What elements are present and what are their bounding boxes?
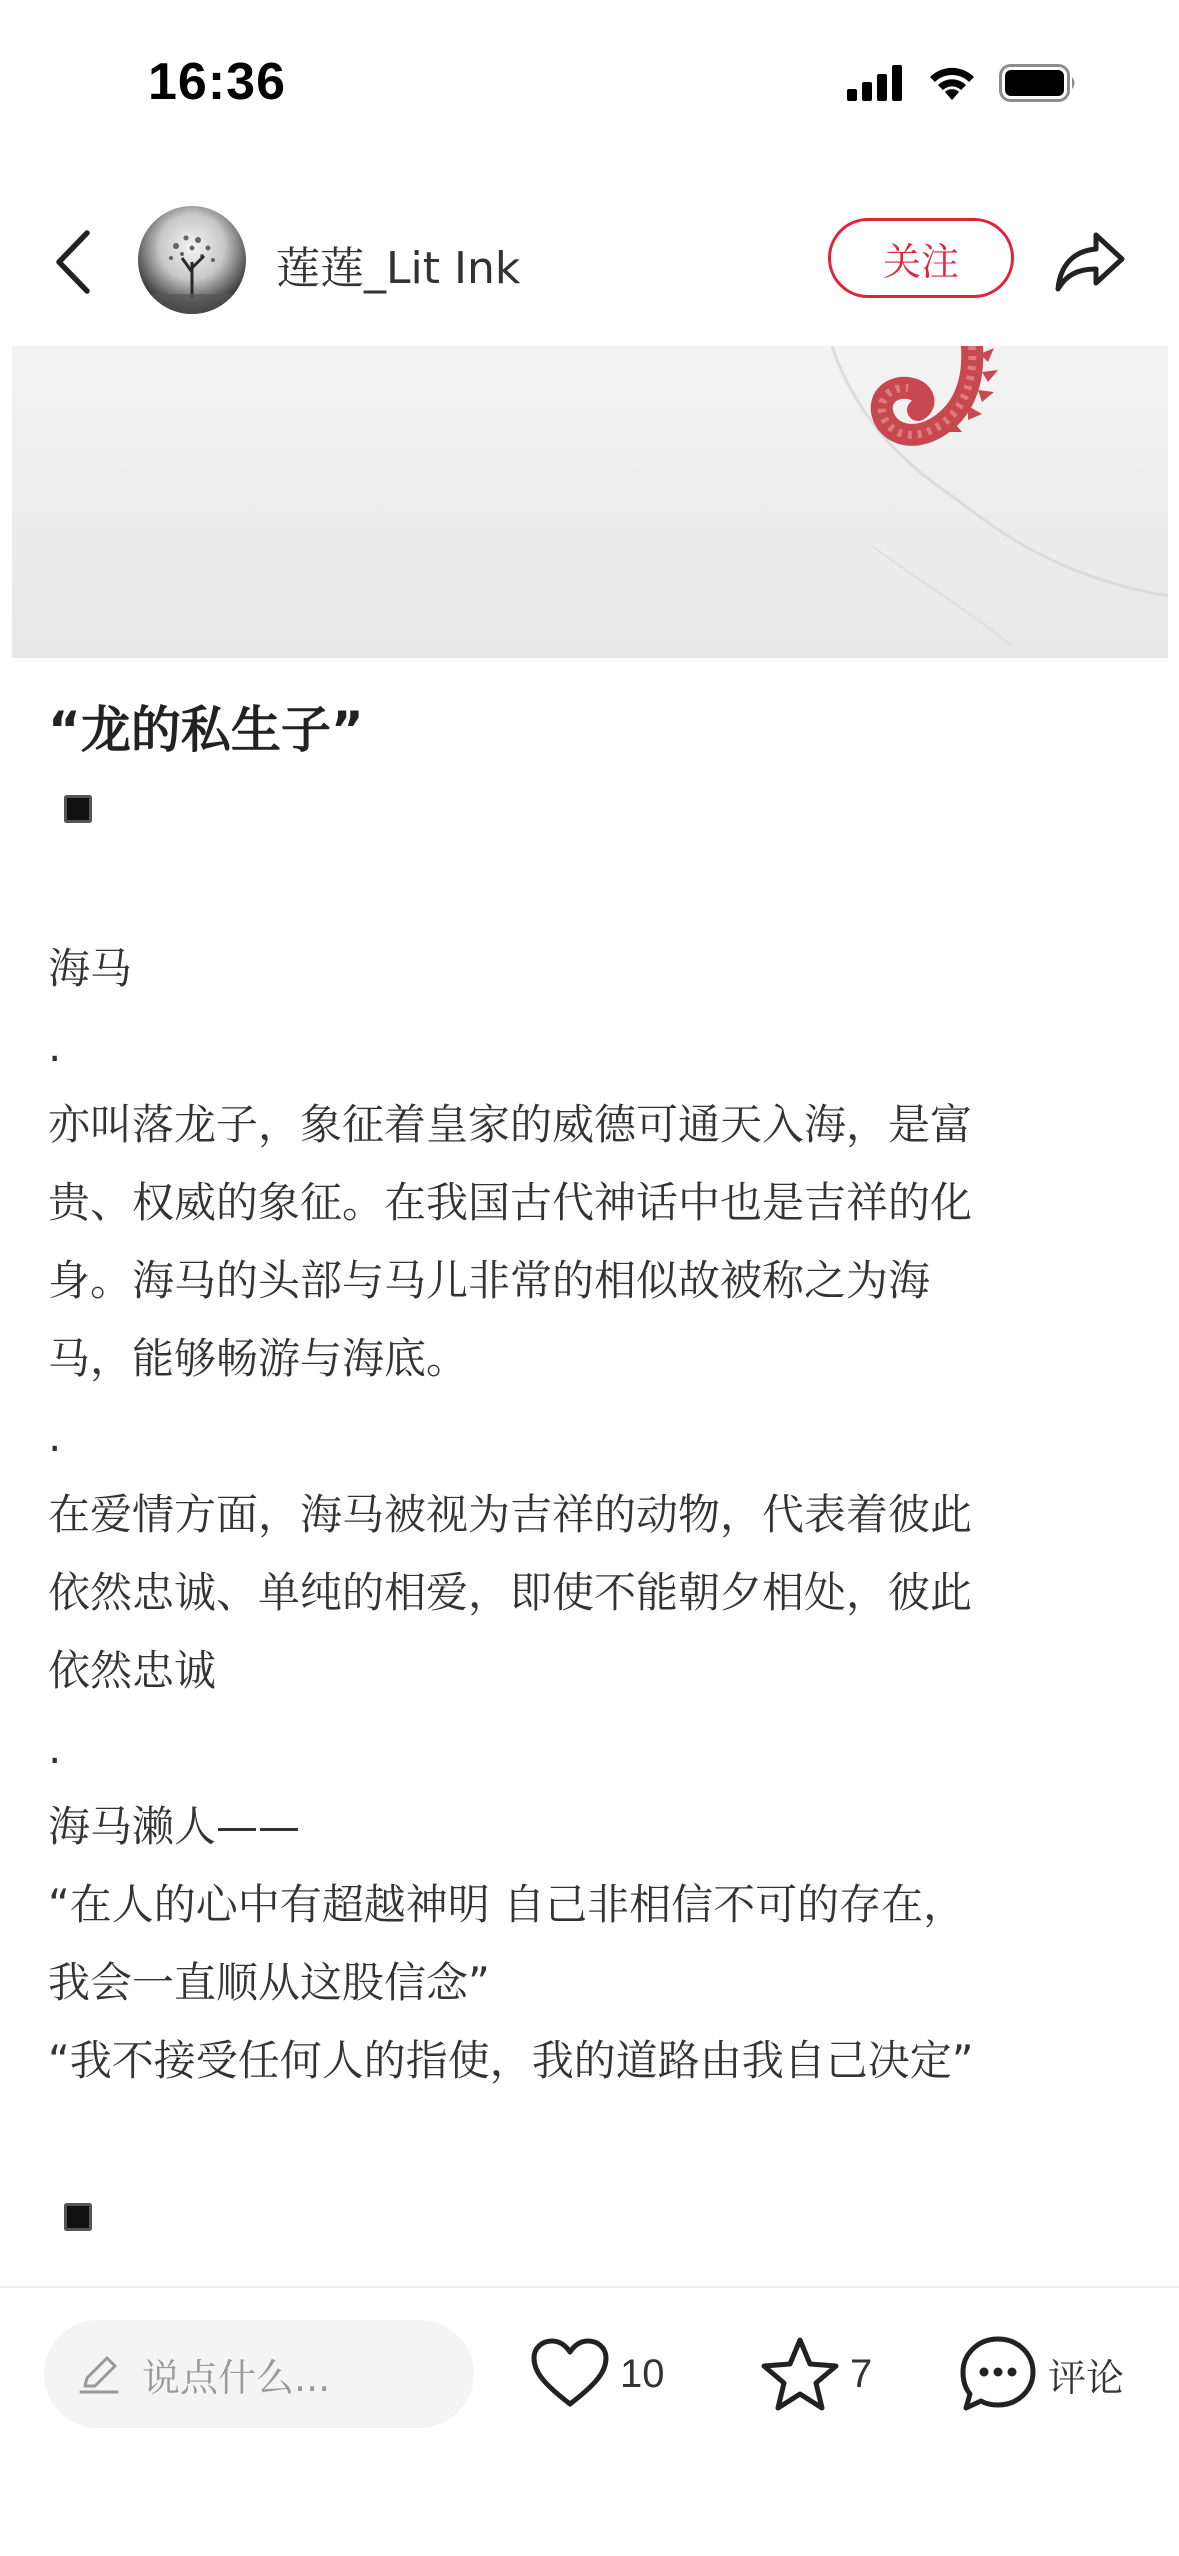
bottom-action-bar xyxy=(0,2288,1179,2458)
post-text-line: 海马 xyxy=(48,944,133,993)
post-text-line: 我会一直顺从这股信念” xyxy=(48,1958,490,2007)
back-button[interactable] xyxy=(48,224,98,300)
share-arrow-icon xyxy=(1054,229,1126,293)
like-button[interactable] xyxy=(530,2326,665,2422)
comment-placeholder: 说点什么... xyxy=(142,2355,331,2400)
post-text-line: “我不接受任何人的指使，我的道路由我自己决定” xyxy=(48,2036,974,2085)
post-title: “龙的私生子” xyxy=(48,701,364,759)
follow-button[interactable]: 关注 xyxy=(828,218,1014,298)
battery-icon xyxy=(999,64,1079,106)
post-text-line: 亦叫落龙子，象征着皇家的威德可通天入海，是富 xyxy=(48,1100,973,1149)
post-text-line: 马，能够畅游与海底。 xyxy=(48,1334,469,1383)
status-bar xyxy=(0,0,1179,160)
block-square-icon xyxy=(48,770,1138,852)
post-text-line: . xyxy=(48,1412,62,1461)
heart-icon xyxy=(530,2338,610,2410)
post-content xyxy=(48,690,1138,2260)
favorite-button[interactable] xyxy=(760,2326,872,2422)
post-text-line: “在人的心中有超越神明 自己非相信不可的存在， xyxy=(48,1880,966,1929)
author-name[interactable]: 莲莲_Lit Ink xyxy=(276,243,521,294)
post-text-line: . xyxy=(48,1724,62,1773)
post-text-line: 依然忠诚、单纯的相爱，即使不能朝夕相处，彼此 xyxy=(48,1568,973,1617)
share-button[interactable] xyxy=(1052,226,1128,296)
post-image[interactable] xyxy=(12,346,1168,658)
chat-bubble-icon xyxy=(958,2334,1038,2414)
pencil-icon xyxy=(76,2351,122,2397)
star-icon xyxy=(760,2336,840,2412)
block-square-icon xyxy=(48,2178,1138,2260)
avatar[interactable] xyxy=(138,206,246,314)
cellular-signal-icon xyxy=(847,65,905,105)
post-text-line: 贵、权威的象征。在我国古代神话中也是吉祥的化 xyxy=(48,1178,973,1227)
status-icons xyxy=(847,64,1079,106)
status-time: 16:36 xyxy=(148,53,286,111)
comment-label: 评论 xyxy=(1048,2355,1125,2400)
post-text-line: . xyxy=(48,1022,62,1071)
post-text-line: 海马濑人—— xyxy=(48,1802,301,1851)
like-count: 10 xyxy=(620,2351,665,2396)
favorite-count: 7 xyxy=(850,2351,873,2396)
post-header xyxy=(0,196,1179,328)
post-text-line: 在爱情方面，海马被视为吉祥的动物，代表着彼此 xyxy=(48,1490,973,1539)
post-text-line: 身。海马的头部与马儿非常的相似故被称之为海 xyxy=(48,1256,931,1305)
chevron-left-icon xyxy=(53,229,93,295)
comment-button[interactable] xyxy=(958,2326,1124,2422)
post-text-line: 依然忠诚 xyxy=(48,1646,217,1695)
wifi-icon xyxy=(927,64,977,106)
comment-input[interactable] xyxy=(44,2320,474,2428)
